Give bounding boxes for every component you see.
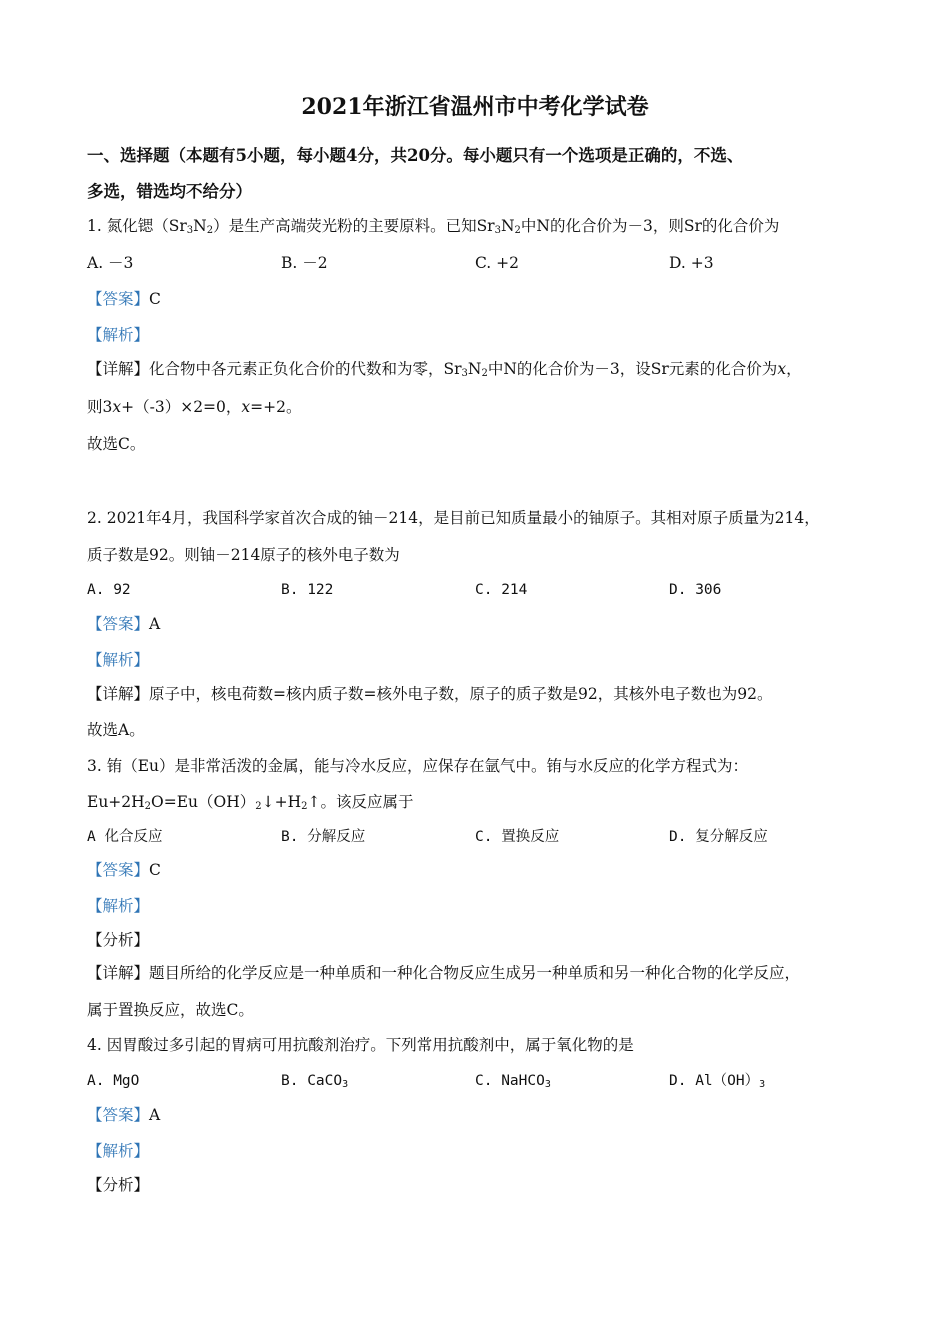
q2-answer: 【答案】A <box>87 615 161 633</box>
q3-detail-2: 属于置换反应，故选C。 <box>87 1001 254 1019</box>
q3-answer: 【答案】C <box>87 861 161 879</box>
q2-detail: 【详解】原子中，核电荷数=核内质子数=核外电子数，原子的质子数是92，其核外电子数也为92。 <box>87 685 773 703</box>
q4-option-c: C. NaHCO$_3$ <box>475 1073 551 1090</box>
q1-stem: 1. 氮化锶$(Sr_3N_2)$是生产高端荧光粉的主要原料。已知$Sr_3N_2$中N的化合价为－3，则Sr的化合价为 <box>87 217 780 236</box>
q2-option-c: C. 214 <box>475 582 528 598</box>
q2-stem-1: 2. 2021年4月，我国科学家首次合成的铀－214，是目前已知质量最小的铀原子。其相对原子质量为214， <box>87 509 820 527</box>
q1-option-c: C. +2 <box>475 254 520 272</box>
q3-jiexi-label: 【解析】 <box>87 897 150 915</box>
q4-fenxi-label: 【分析】 <box>87 1176 150 1194</box>
q1-jiexi-label: 【解析】 <box>87 326 150 344</box>
q4-answer: 【答案】A <box>87 1106 161 1124</box>
section-heading-line-1: 一、选择题（本题有5小题，每小题4分，共20分。每小题只有一个选项是正确的，不选、 <box>87 146 744 165</box>
q4-option-b: B. CaCO$_3$ <box>281 1073 349 1090</box>
q1-option-a: A. －3 <box>87 254 134 272</box>
q3-fenxi-label: 【分析】 <box>87 931 150 949</box>
q2-option-a: A. 92 <box>87 582 131 598</box>
section-heading-line-2: 多选，错选均不给分） <box>87 182 252 201</box>
q4-option-a: A. MgO <box>87 1073 140 1089</box>
q4-option-d: D. $Al(OH)_3$ <box>669 1073 766 1090</box>
q3-option-a: A 化合反应 <box>87 829 163 845</box>
q3-option-b: B. 分解反应 <box>281 829 366 845</box>
q3-option-c: C. 置换反应 <box>475 829 560 845</box>
q2-option-b: B. 122 <box>281 582 334 598</box>
q2-option-d: D. 306 <box>669 582 722 598</box>
q1-detail: 【详解】化合物中各元素正负化合价的代数和为零，$Sr_3N_2$中N的化合价为－3，设Sr元素的化合价为x， <box>87 360 802 379</box>
q1-detail-2: 则3x+（-3）×2=0，x=+2。 <box>87 398 302 416</box>
q4-jiexi-label: 【解析】 <box>87 1142 150 1160</box>
q1-option-d: D. +3 <box>669 254 714 272</box>
q3-option-d: D. 复分解反应 <box>669 829 768 845</box>
q3-stem-2: $Eu+2H_2O=Eu(OH)_2↓+H_2↑$。该反应属于 <box>87 793 414 812</box>
q2-stem-2: 质子数是92。则铀－214原子的核外电子数为 <box>87 546 400 564</box>
q1-option-b: B. －2 <box>281 254 328 272</box>
q2-conclusion: 故选A。 <box>87 721 145 739</box>
q2-jiexi-label: 【解析】 <box>87 651 150 669</box>
page-title: 2021年浙江省温州市中考化学试卷 <box>301 94 649 120</box>
q3-detail-1: 【详解】题目所给的化学反应是一种单质和一种化合物反应生成另一种单质和另一种化合物的化学反应， <box>87 964 801 982</box>
q1-conclusion: 故选C。 <box>87 435 146 453</box>
q4-stem: 4. 因胃酸过多引起的胃病可用抗酸剂治疗。下列常用抗酸剂中，属于氧化物的是 <box>87 1036 634 1054</box>
q3-stem-1: 3. 铕（Eu）是非常活泼的金属，能与冷水反应，应保存在氩气中。铕与水反应的化学方程式为： <box>87 757 749 775</box>
q1-answer: 【答案】C <box>87 290 161 308</box>
